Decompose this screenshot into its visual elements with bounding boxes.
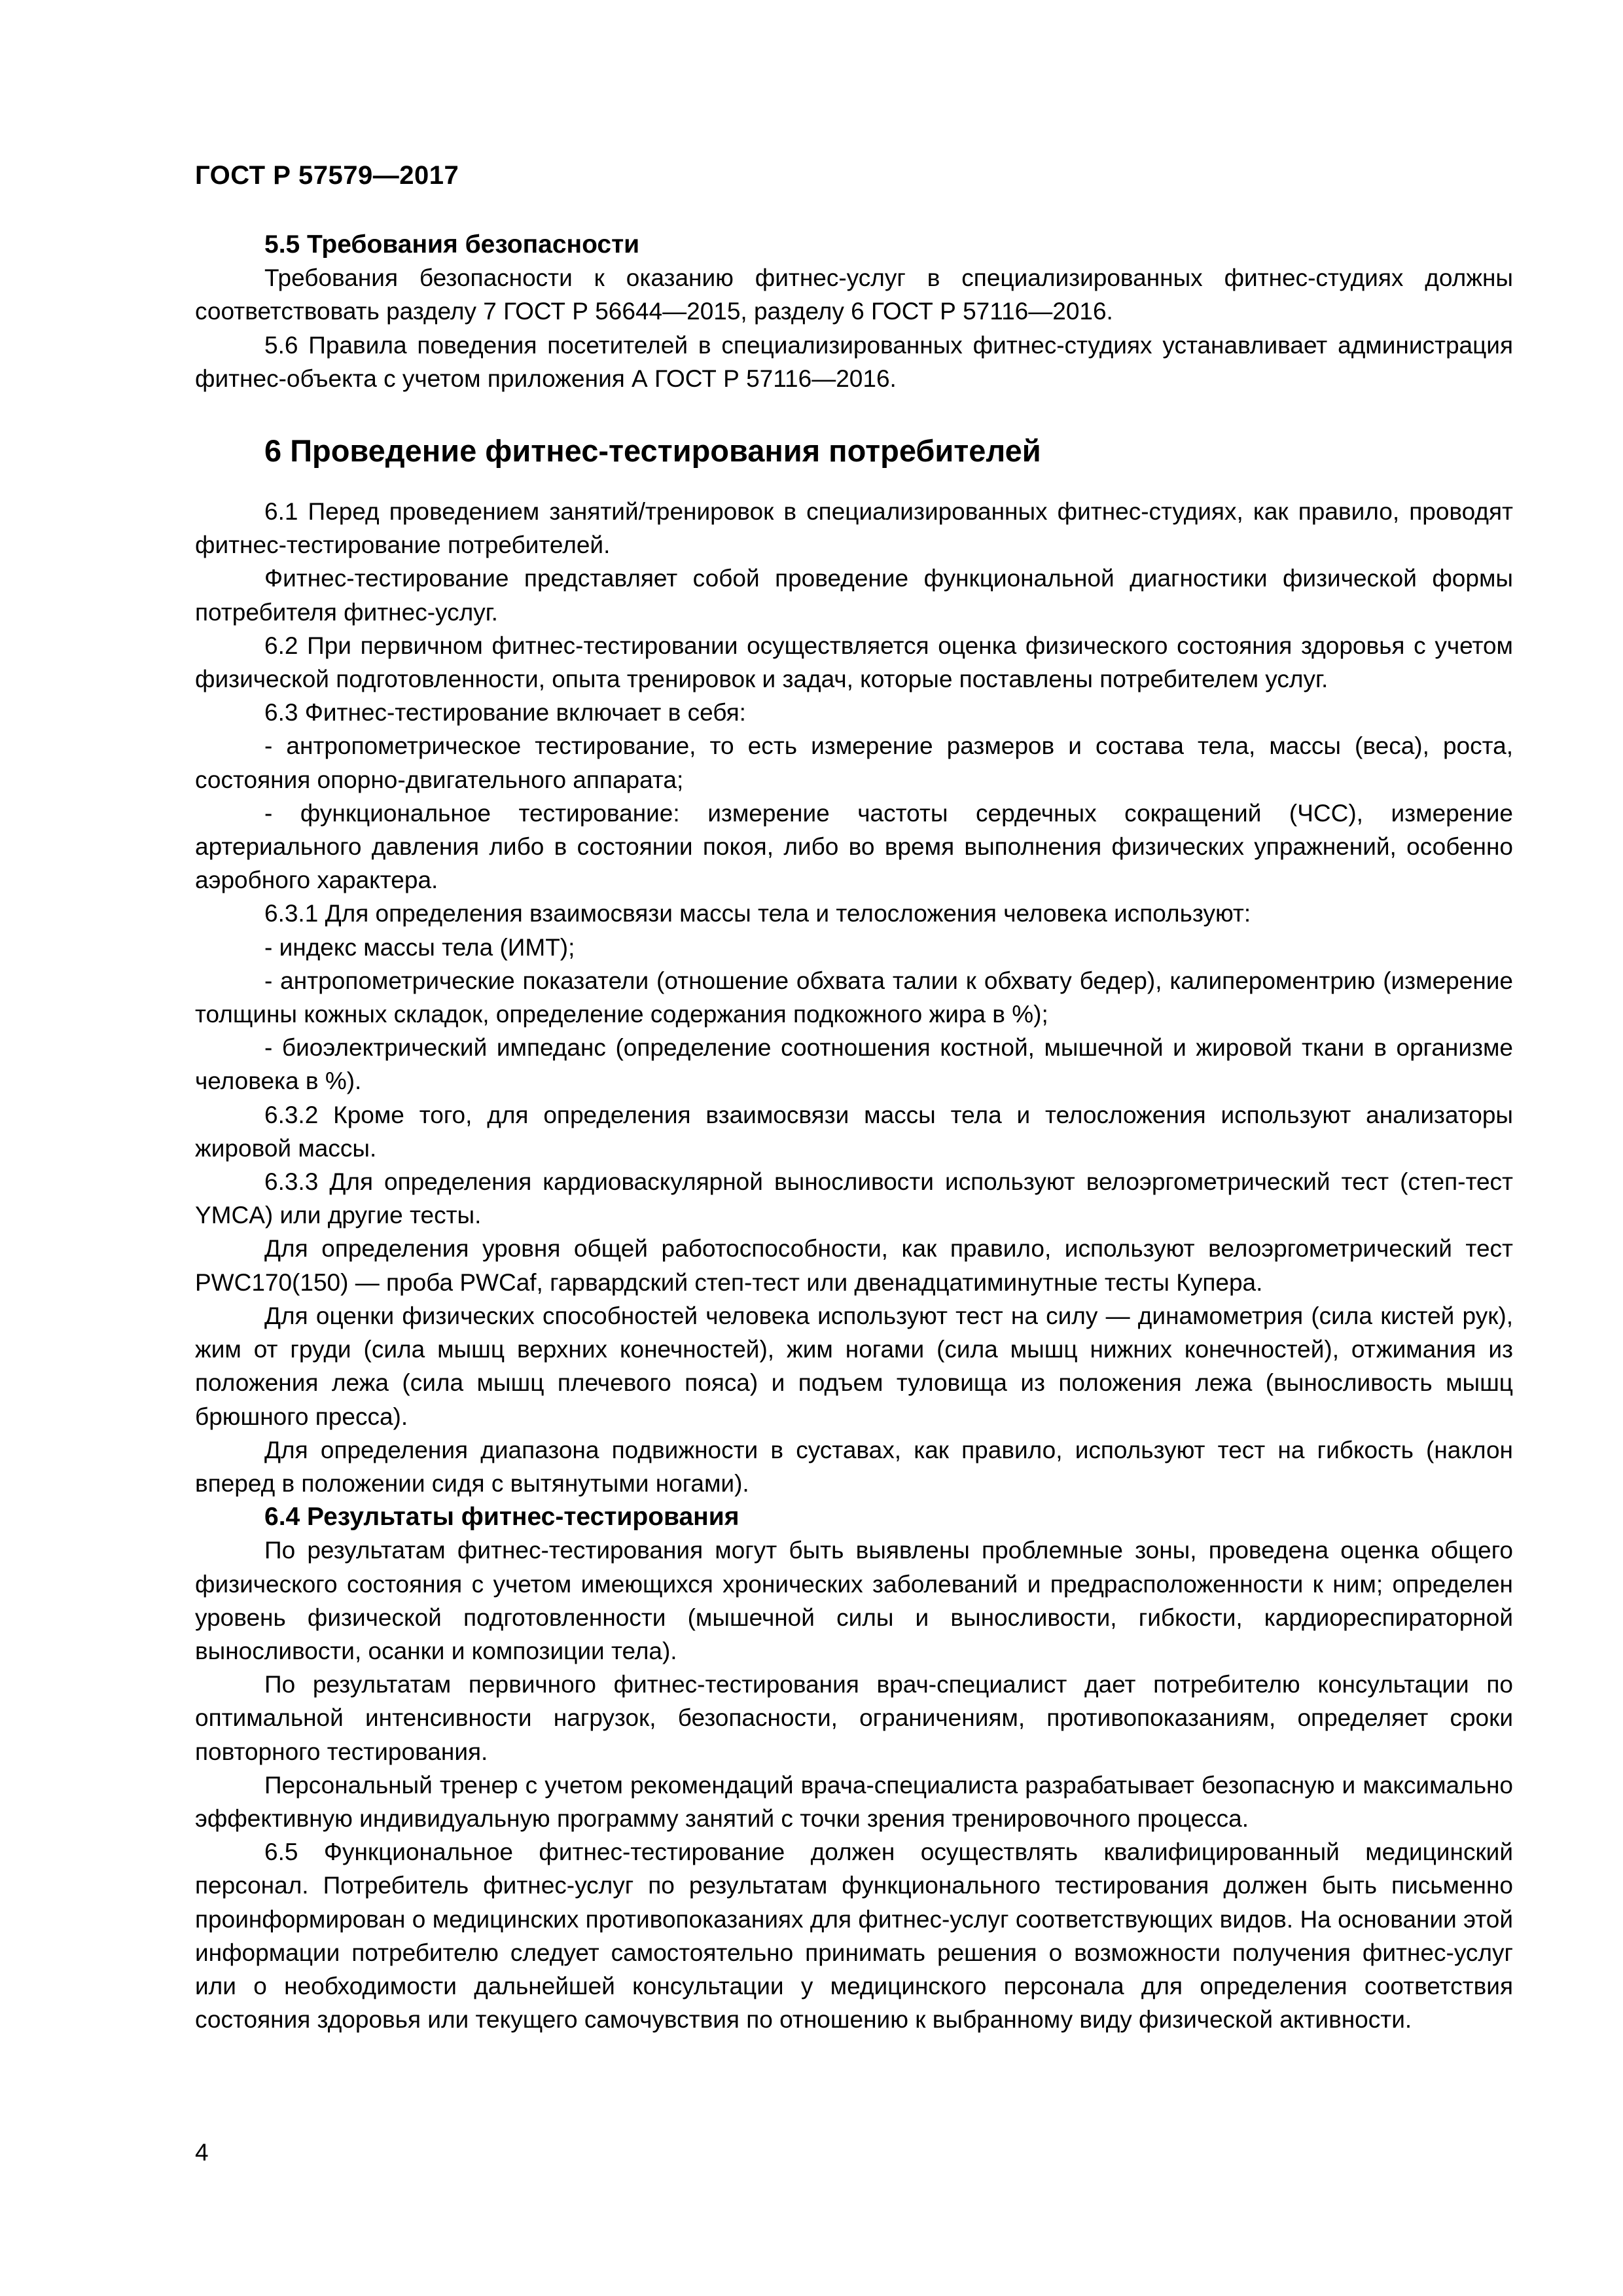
paragraph: Персональный тренер с учетом рекомендаций врача-специалиста разрабатывает безопасную и максимально эффективную индивидуальную программу занятий с точки зрения тренировочного процесса. (195, 1771, 1513, 1832)
paragraph: По результатам первичного фитнес-тестирования врач-специалист дает потребителю консультации по оптимальной интенсивности нагрузок, безопасности, ограничениям, противопоказаниям, определяет сроки повторного тестирования. (195, 1671, 1513, 1765)
paragraph: 6.3 Фитнес-тестирование включает в себя: (264, 699, 746, 726)
paragraph: По результатам фитнес-тестирования могут быть выявлены проблемные зоны, проведена оценка общего физического состояния с учетом имеющихся хронических заболеваний и предрасположенности к ним; определен уровень физической подготовленности (мышечной силы и выносливости, гибкости, кардиореспираторной выносливости, осанки и композиции тела). (195, 1537, 1513, 1664)
paragraph: 6.3.3 Для определения кардиоваскулярной выносливости используют велоэргометрический тест (степ-тест YMCA) или другие тесты. (195, 1168, 1513, 1229)
paragraph: Для оценки физических способностей человека используют тест на силу — динамометрия (сила кистей рук), жим от груди (сила мышц верхних конечностей), жим ногами (сила мышц нижних конечностей), отжимания из положения лежа (сила мышц плечевого пояса) и подъем туловища из положения лежа (выносливость мышц брюшного пресса). (195, 1302, 1513, 1430)
section-5-5-title: 5.5 Требования безопасности (264, 230, 640, 259)
paragraph: Для определения диапазона подвижности в суставах, как правило, используют тест на гибкость (наклон вперед в положении сидя с вытянутыми ногами). (195, 1436, 1513, 1497)
paragraph: 6.5 Функциональное фитнес-тестирование должен осуществлять квалифицированный медицинский персонал. Потребитель фитнес-услуг по результатам функционального тестирования должен быть письменно проинформирован о медицинских противопоказаниях для фитнес-услуг соответствующих видов. На основании этой информации потребителю следует самостоятельно принимать решения о возможности получения фитнес-услуг или о необходимости дальнейшей консультации у медицинского персонала для определения соответствия состояния здоровья или текущего самочувствия по отношению к выбранному виду физической активности. (195, 1839, 1513, 2034)
section-6-4-title: 6.4 Результаты фитнес-тестирования (264, 1503, 740, 1532)
paragraph: Фитнес-тестирование представляет собой проведение функциональной диагностики физической формы потребителя фитнес-услуг. (195, 565, 1513, 626)
page-number: 4 (195, 2139, 209, 2166)
list-item: - индекс массы тела (ИМТ); (264, 933, 575, 961)
document-body (195, 228, 1513, 2036)
document-header: ГОСТ Р 57579—2017 (195, 161, 459, 190)
paragraph: 6.3.2 Кроме того, для определения взаимосвязи массы тела и телосложения используют анализаторы жировой массы. (195, 1101, 1513, 1162)
list-item: - антропометрические показатели (отношение обхвата талии к обхвату бедер), калипероментрию (измерение толщины кожных складок, определение содержания подкожного жира в %); (195, 967, 1513, 1028)
list-item: - антропометрическое тестирование, то есть измерение размеров и состава тела, массы (веса), роста, состояния опорно-двигательного аппарата; (195, 732, 1513, 793)
paragraph: 6.3.1 Для определения взаимосвязи массы тела и телосложения человека используют: (264, 900, 1251, 927)
paragraph: Требования безопасности к оказанию фитнес-услуг в специализированных фитнес-студиях должны соответствовать разделу 7 ГОСТ Р 56644—2015, разделу 6 ГОСТ Р 57116—2016. (195, 264, 1513, 325)
section-6-title: 6 Проведение фитнес-тестирования потребителей (264, 433, 1041, 469)
paragraph: Для определения уровня общей работоспособности, как правило, используют велоэргометрический тест PWC170(150) — проба PWCaf, гарвардский степ-тест или двенадцатиминутные тесты Купера. (195, 1235, 1513, 1296)
list-item: - функциональное тестирование: измерение частоты сердечных сокращений (ЧСС), измерение артериального давления либо в состоянии покоя, либо во время выполнения физических упражнений, особенно аэробного характера. (195, 799, 1513, 894)
list-item: - биоэлектрический импеданс (определение соотношения костной, мышечной и жировой ткани в организме человека в %). (195, 1034, 1513, 1095)
paragraph: 5.6 Правила поведения посетителей в специализированных фитнес-студиях устанавливает администрация фитнес-объекта с учетом приложения А ГОСТ Р 57116—2016. (195, 331, 1513, 392)
paragraph: 6.2 При первичном фитнес-тестировании осуществляется оценка физического состояния здоровья с учетом физической подготовленности, опыта тренировок и задач, которые поставлены потребителем услуг. (195, 632, 1513, 693)
paragraph: 6.1 Перед проведением занятий/тренировок в специализированных фитнес-студиях, как правило, проводят фитнес-тестирование потребителей. (195, 498, 1513, 559)
